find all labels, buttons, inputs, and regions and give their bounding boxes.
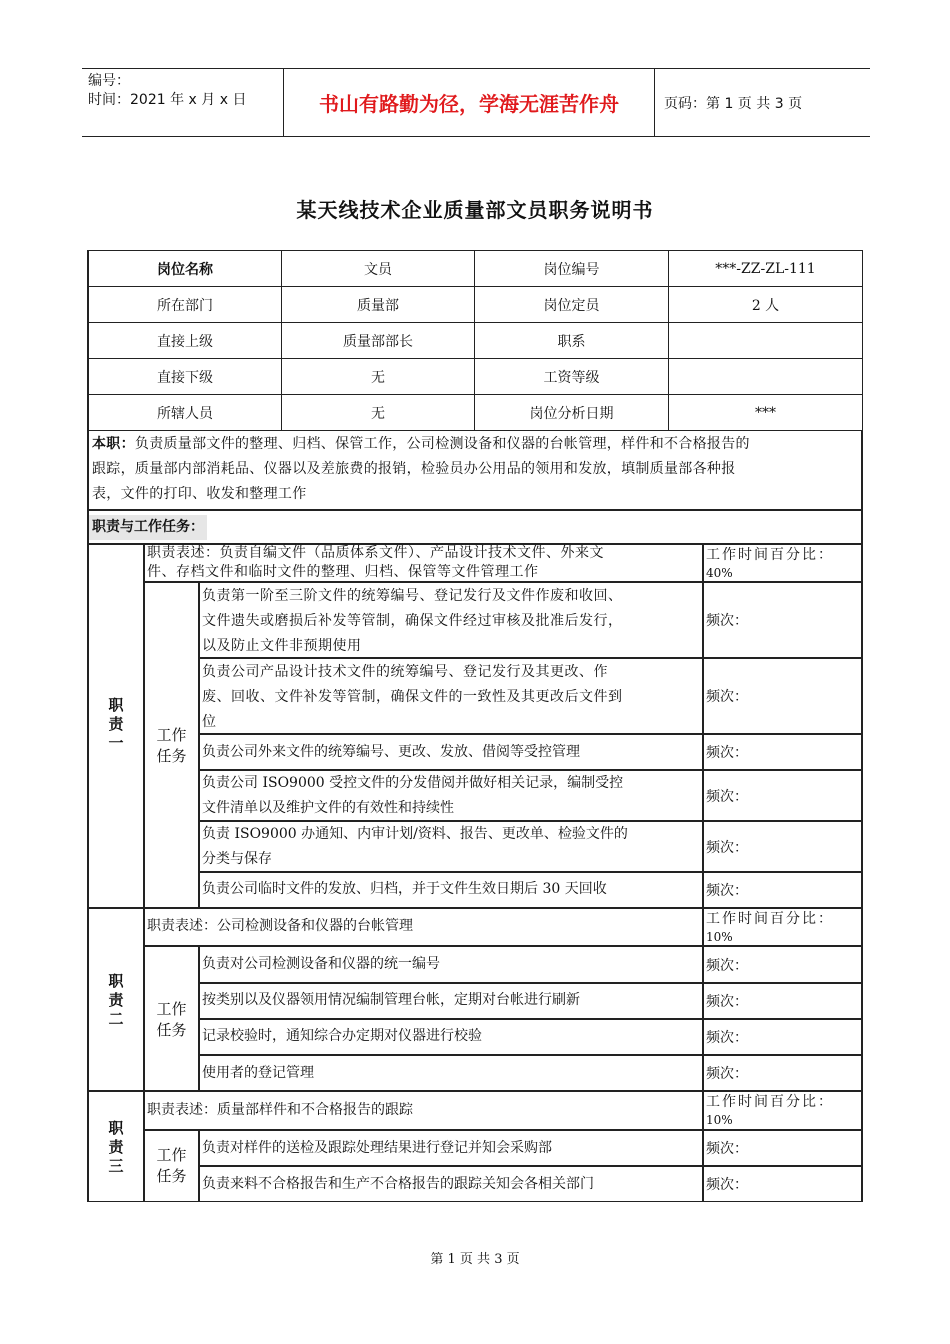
header-motto: 书山有路勤为径，学海无涯苦作舟: [319, 91, 619, 116]
task-text: 负责来料不合格报告和生产不合格报告的跟踪关知会各相关部门: [202, 1176, 594, 1192]
field-value: ***: [669, 395, 863, 431]
task-line: 负责公司 ISO9000 受控文件的分发借阅并做好相关记录，编制受控: [202, 775, 624, 791]
task-text: 负责对样件的送检及跟踪处理结果进行登记并知会采购部: [202, 1140, 552, 1156]
duties-heading: 职责与工作任务：: [89, 515, 207, 540]
pct-label: 工作时间百分比：: [706, 911, 834, 927]
task-line: 以及防止文件非预期使用: [202, 638, 362, 654]
task-text: [199, 584, 703, 659]
field-label: 岗位定员: [475, 287, 669, 323]
task-line: 分类与保存: [202, 851, 272, 867]
freq-label: 频次：: [706, 1141, 748, 1157]
duty-desc-line: 职责表述：负责自编文件（品质体系文件）、产品设计技术文件、外来文: [147, 545, 604, 561]
freq-label: 频次：: [706, 1177, 748, 1193]
task-line: 负责公司临时文件的发放、归档，并于文件生效日期后 30 天回收: [202, 881, 607, 897]
field-value: ***-ZZ-ZL-111: [669, 251, 863, 287]
duty1-desc: [144, 544, 703, 582]
field-label: 岗位分析日期: [475, 395, 669, 431]
work-task-label-line: 工作: [156, 1146, 187, 1164]
freq-label: 频次：: [706, 957, 748, 974]
page-footer: 第 1 页 共 3 页: [430, 1252, 520, 1267]
pct-value: 10%: [706, 930, 733, 944]
field-value: 文员: [282, 251, 475, 287]
field-label: 直接下级: [89, 359, 282, 395]
task-line: 文件遗失或磨损后补发等管制，确保文件经过审核及批准后发行，: [202, 613, 623, 629]
duty-name-char: 一: [108, 734, 124, 752]
pct-value: 40%: [706, 566, 733, 580]
pct-value: 10%: [706, 1113, 733, 1127]
benzhi-text: 负责质量部文件的整理、归档、保管工作，公司检测设备和仪器的台帐管理，样件和不合格报告的: [134, 436, 750, 452]
field-label: 岗位编号: [475, 251, 669, 287]
duty3-pct: [703, 1093, 834, 1129]
duty-name-char: 责: [108, 1138, 124, 1156]
duty3-desc: 职责表述：质量部样件和不合格报告的跟踪: [147, 1102, 413, 1118]
field-label: 直接上级: [89, 323, 282, 359]
task-text: 按类别以及仪器领用情况编制管理台帐，定期对台帐进行刷新: [202, 992, 580, 1008]
duty-name-char: 二: [108, 1010, 124, 1028]
field-value: 无: [282, 359, 475, 395]
field-label: 岗位名称: [89, 251, 282, 287]
freq-label: 频次：: [706, 883, 748, 899]
task-text: [199, 740, 703, 765]
task-text: [199, 877, 703, 902]
task-text: [199, 822, 703, 872]
header-bottom-rule: [82, 136, 870, 137]
freq-label: 频次：: [706, 788, 748, 805]
benzhi-text: 跟踪，质量部内部消耗品、仪器以及差旅费的报销，检验员办公用品的领用和发放，填制质量部各种报: [92, 461, 736, 477]
duty-name-char: 责: [108, 715, 124, 733]
field-label: 工资等级: [475, 359, 669, 395]
duty2-pct: [703, 910, 834, 946]
field-value: 质量部部长: [282, 323, 475, 359]
duty-name-char: 责: [108, 991, 124, 1009]
duty2-name: [106, 972, 126, 1029]
duty2-desc: 职责表述：公司检测设备和仪器的台帐管理: [147, 918, 413, 934]
duty1-name: [106, 696, 126, 753]
work-task-label: [144, 725, 199, 767]
pct-label: 工作时间百分比：: [706, 1094, 834, 1110]
doc-date-label: 时间：2021 年 x 月 x 日: [88, 92, 247, 108]
work-task-label: [144, 1145, 199, 1187]
task-line: 负责公司外来文件的统筹编号、更改、发放、借阅等受控管理: [202, 744, 580, 760]
task-line: 负责公司产品设计技术文件的统筹编号、登记发行及其更改、作: [202, 664, 608, 680]
task-text: [199, 771, 703, 821]
benzhi-text: 表，文件的打印、收发和整理工作: [92, 486, 307, 502]
freq-label: 频次：: [706, 1030, 748, 1046]
task-text: 记录校验时，通知综合办定期对仪器进行校验: [202, 1028, 482, 1044]
work-task-label-line: 工作: [156, 726, 187, 744]
duty-desc-line: 件、存档文件和临时文件的整理、归档、保管等文件管理工作: [147, 564, 539, 580]
benzhi-label: 本职：: [92, 436, 135, 452]
task-line: 废、回收、文件补发等管制，确保文件的一致性及其更改后文件到: [202, 689, 623, 705]
freq-label: 频次：: [706, 994, 748, 1010]
duty3-name: [106, 1119, 126, 1176]
task-line: 文件清单以及维护文件的有效性和持续性: [202, 800, 454, 816]
task-text: [199, 660, 703, 735]
task-text: 使用者的登记管理: [202, 1065, 314, 1081]
freq-label: 频次：: [706, 1066, 748, 1082]
pct-label: 工作时间百分比：: [706, 547, 834, 563]
work-task-label-line: 任务: [156, 1167, 187, 1185]
task-line: 负责 ISO9000 办通知、内审计划/资料、报告、更改单、检验文件的: [202, 826, 628, 842]
work-task-label-line: 任务: [156, 1021, 187, 1039]
header-meta: [88, 72, 246, 110]
work-task-label-line: 任务: [156, 747, 187, 765]
task-line: 位: [202, 714, 217, 730]
document-title: 某天线技术企业质量部文员职务说明书: [296, 198, 654, 222]
task-line: 负责第一阶至三阶文件的统筹编号、登记发行及文件作废和收回、: [202, 588, 623, 604]
field-label: 职系: [475, 323, 669, 359]
freq-label: 频次：: [706, 613, 748, 629]
field-label: 所辖人员: [89, 395, 282, 431]
field-value: 无: [282, 395, 475, 431]
field-label: 所在部门: [89, 287, 282, 323]
work-task-label: [144, 999, 199, 1041]
duty-name-char: 职: [108, 1119, 124, 1137]
benzhi-section: [89, 432, 861, 507]
field-value: 2 人: [669, 287, 863, 323]
duty-name-char: 职: [108, 696, 124, 714]
doc-number-label: 编号：: [88, 73, 130, 89]
freq-label: 频次：: [706, 689, 748, 705]
freq-label: 频次：: [706, 745, 748, 761]
header-page-label: 页码：第 1 页 共 3 页: [664, 96, 803, 112]
duty1-pct: [703, 546, 834, 582]
freq-label: 频次：: [706, 839, 748, 856]
duty-name-char: 职: [108, 972, 124, 990]
field-value: 质量部: [282, 287, 475, 323]
duty-name-char: 三: [108, 1157, 124, 1175]
task-text: 负责对公司检测设备和仪器的统一编号: [202, 956, 440, 972]
work-task-label-line: 工作: [156, 1000, 187, 1018]
header-divider: [654, 68, 655, 136]
